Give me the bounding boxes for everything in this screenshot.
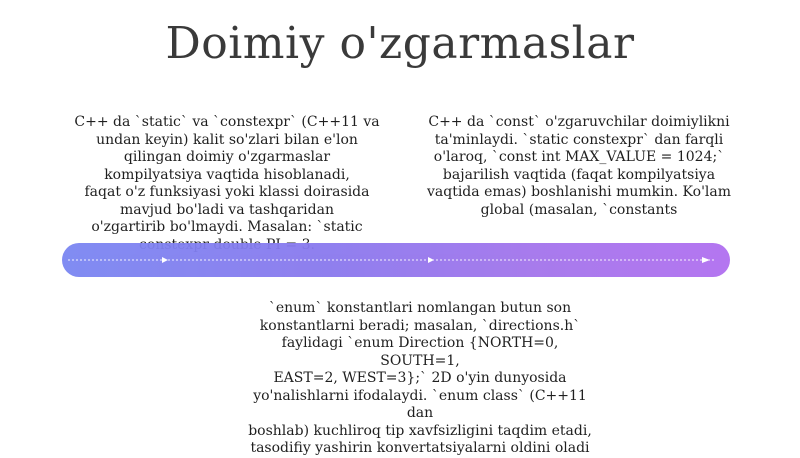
timeline-arrow-2 bbox=[428, 257, 434, 263]
timeline-arrow-3 bbox=[702, 257, 710, 263]
timeline-bar bbox=[62, 243, 730, 277]
timeline-arrow-1 bbox=[162, 257, 168, 263]
slide-title: Doimiy o'zgarmaslar bbox=[165, 18, 635, 69]
text-block-static-constexpr: C++ da `static` va `constexpr` (C++11 va undan keyin) kalit so'zlari bilan e'lon qilingan doimiy o'zgarmaslar kompilyatsiya vaqtida hisoblanadi, faqat o'z funksiyasi yoki klassi doirasida mavjud bo'ladi va tashqaridan o'zgartirib bo'lmaydi. Masalan: `static bbox=[74, 114, 380, 235]
timeline-line-graphic bbox=[62, 243, 730, 277]
text-block-const: C++ da `const` o'zgaruvchilar doimiylikni ta'minlaydi. `static constexpr` dan farqli o'laroq, `const int MAX_VALUE = 1024;` bajarilish vaqtida (faqat kompilyatsiya vaqtida emas) boshlanishi mumkin. Ko'lam global (masalan, `constants bbox=[426, 114, 732, 218]
text-block-enum: `enum` konstantlari nomlangan butun son konstantlarni beradi; masalan, `directions.h` faylidagi `enum Direction {NORTH=0, SOUTH=1, EAST=2, WEST=3};` 2D o'yin dunyosida yo'nalishlarni ifodalaydi. `enum class` (C++11 dan boshlab) kuchliroq tip xavfsizligini taqdim etadi, tasodifiy yashirin konvertatsiyalarni oldini oladi bbox=[248, 300, 592, 456]
